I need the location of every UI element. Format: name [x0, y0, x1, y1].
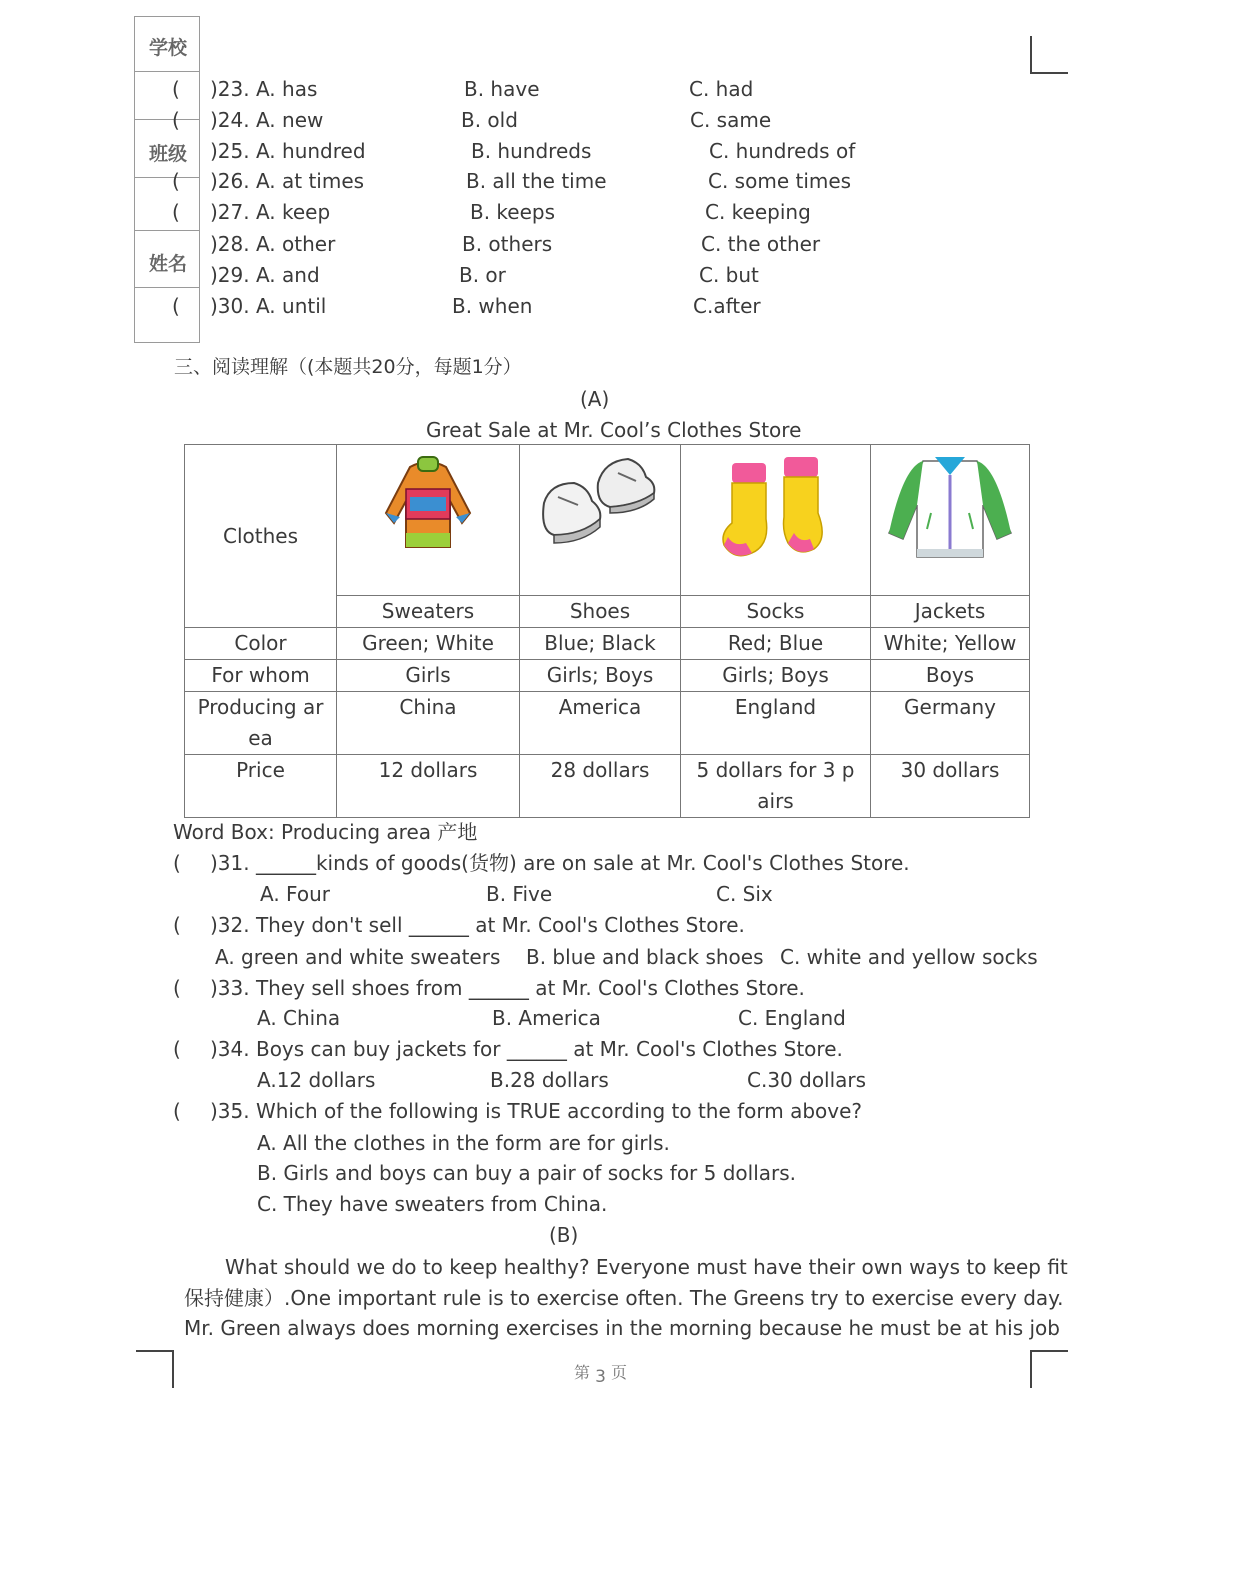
table-cell: White; Yellow: [871, 628, 1030, 660]
item-sweaters: Sweaters: [337, 596, 520, 628]
row-label-color: Color: [185, 628, 337, 660]
section-heading: 三、阅读理解（(本题共20分，每题1分）: [174, 356, 522, 378]
option-b: B. Five: [486, 882, 553, 906]
part-a-label: (A): [580, 387, 610, 411]
question-31: )31. ______kinds of goods(货物) are on sale at Mr. Cool's Clothes Store.: [210, 851, 910, 875]
class-label: 班级: [149, 143, 188, 165]
table-cell: Girls: [337, 660, 520, 692]
page-number: 3: [595, 1367, 606, 1387]
passage-line: Mr. Green always does morning exercises in the morning because he must be at his job: [184, 1316, 1060, 1340]
crop-mark-top-right: [1030, 36, 1068, 74]
option-b: B. keeps: [470, 200, 556, 224]
name-label: 姓名: [149, 253, 188, 275]
option-b: B.28 dollars: [490, 1068, 609, 1092]
divider: [135, 287, 199, 288]
option-a: A. Four: [260, 882, 330, 906]
table-cell: 28 dollars: [520, 755, 681, 818]
answer-paren[interactable]: (: [172, 200, 180, 224]
school-label: 学校: [149, 37, 188, 59]
option-c: C. had: [689, 77, 754, 101]
table-cell: China: [337, 692, 520, 755]
table-cell: 5 dollars for 3 pairs: [681, 755, 871, 818]
option-c: C. England: [738, 1006, 846, 1030]
question-30: )30. A. until: [210, 294, 327, 318]
clothes-sale-table: [184, 444, 1030, 818]
student-info-box: [134, 16, 200, 343]
question-23: )23. A. has: [210, 77, 318, 101]
socks-icon: [718, 453, 834, 561]
option-a: A. All the clothes in the form are for girls.: [257, 1131, 670, 1155]
option-c: C. white and yellow socks: [780, 945, 1038, 969]
answer-paren[interactable]: (: [173, 1037, 181, 1061]
part-b-label: (B): [549, 1223, 579, 1247]
option-c: C.30 dollars: [747, 1068, 867, 1092]
option-b: B. or: [459, 263, 506, 287]
option-c: C. Six: [716, 882, 773, 906]
answer-paren[interactable]: (: [173, 913, 181, 937]
footer-prefix: 第: [574, 1363, 591, 1382]
table-cell: Green; White: [337, 628, 520, 660]
option-c: C. the other: [701, 232, 821, 256]
clothes-header: Clothes: [185, 445, 337, 628]
option-c: C. some times: [708, 169, 852, 193]
option-b: B. have: [464, 77, 540, 101]
table-cell: England: [681, 692, 871, 755]
divider: [135, 230, 199, 231]
divider: [135, 177, 199, 178]
table-cell: Germany: [871, 692, 1030, 755]
option-c: C. same: [690, 108, 772, 132]
crop-mark-bottom-right: [1030, 1350, 1068, 1388]
question-24: )24. A. new: [210, 108, 324, 132]
option-b: B. Girls and boys can buy a pair of socks for 5 dollars.: [257, 1161, 797, 1185]
option-b: B. all the time: [466, 169, 607, 193]
item-shoes: Shoes: [520, 596, 681, 628]
option-b: B. hundreds: [471, 139, 592, 163]
item-socks: Socks: [681, 596, 871, 628]
question-34: )34. Boys can buy jackets for ______ at Mr. Cool's Clothes Store.: [210, 1037, 843, 1061]
option-a: A.12 dollars: [257, 1068, 376, 1092]
table-cell: Girls; Boys: [681, 660, 871, 692]
question-27: )27. A. keep: [210, 200, 331, 224]
shoes-icon: [538, 453, 662, 549]
option-c: C.after: [693, 294, 761, 318]
shoes-image-cell: [520, 445, 681, 596]
option-b: B. others: [462, 232, 553, 256]
table-cell: 12 dollars: [337, 755, 520, 818]
footer-suffix: 页: [611, 1363, 628, 1382]
option-b: B. old: [461, 108, 518, 132]
page-footer: [574, 1360, 628, 1387]
answer-paren[interactable]: (: [172, 77, 180, 101]
option-a: A. green and white sweaters: [215, 945, 501, 969]
option-c: C. hundreds of: [709, 139, 856, 163]
answer-paren[interactable]: (: [172, 294, 180, 318]
option-b: B. when: [452, 294, 533, 318]
sweater-image-cell: [337, 445, 520, 596]
jacket-icon: [883, 453, 1017, 561]
answer-paren[interactable]: (: [172, 108, 180, 132]
option-b: B. blue and black shoes: [526, 945, 764, 969]
option-c: C. They have sweaters from China.: [257, 1192, 608, 1216]
question-29: )29. A. and: [210, 263, 320, 287]
socks-image-cell: [681, 445, 871, 596]
table-cell: America: [520, 692, 681, 755]
question-28: )28. A. other: [210, 232, 336, 256]
answer-paren[interactable]: (: [173, 1099, 181, 1123]
question-32: )32. They don't sell ______ at Mr. Cool's Clothes Store.: [210, 913, 745, 937]
crop-mark-bottom-left: [136, 1350, 174, 1388]
option-b: B. America: [492, 1006, 601, 1030]
table-title: Great Sale at Mr. Cool’s Clothes Store: [426, 418, 802, 442]
question-26: )26. A. at times: [210, 169, 365, 193]
question-25: )25. A. hundred: [210, 139, 366, 163]
divider: [135, 71, 199, 72]
item-jackets: Jackets: [871, 596, 1030, 628]
sweater-icon: [380, 453, 476, 553]
passage-line: 保持健康）.One important rule is to exercise often. The Greens try to exercise every day.: [184, 1286, 1064, 1310]
option-c: C. but: [699, 263, 759, 287]
answer-paren[interactable]: (: [173, 976, 181, 1000]
answer-paren[interactable]: (: [173, 851, 181, 875]
table-cell: Red; Blue: [681, 628, 871, 660]
row-label-producing-area: Producing area: [185, 692, 337, 755]
row-label-price: Price: [185, 755, 337, 818]
table-cell: Blue; Black: [520, 628, 681, 660]
divider: [135, 119, 199, 120]
question-33: )33. They sell shoes from ______ at Mr. Cool's Clothes Store.: [210, 976, 805, 1000]
passage-line: What should we do to keep healthy? Everyone must have their own ways to keep fit: [225, 1255, 1068, 1279]
answer-paren[interactable]: (: [172, 169, 180, 193]
table-cell: 30 dollars: [871, 755, 1030, 818]
table-cell: Girls; Boys: [520, 660, 681, 692]
word-box: Word Box: Producing area 产地: [173, 820, 478, 844]
option-a: A. China: [257, 1006, 341, 1030]
table-cell: Boys: [871, 660, 1030, 692]
row-label-for-whom: For whom: [185, 660, 337, 692]
option-c: C. keeping: [705, 200, 811, 224]
jacket-image-cell: [871, 445, 1030, 596]
question-35: )35. Which of the following is TRUE according to the form above?: [210, 1099, 863, 1123]
